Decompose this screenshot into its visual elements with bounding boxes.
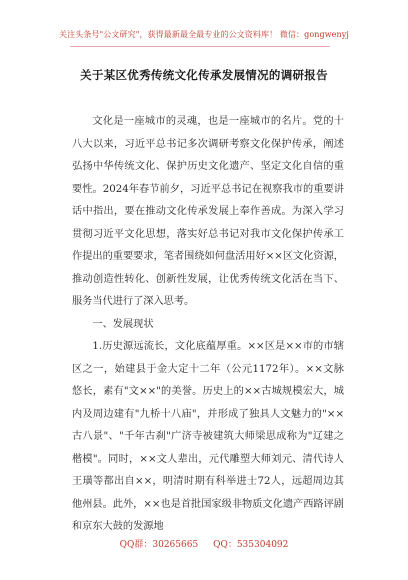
- header-divider: [70, 46, 330, 47]
- document-title: 关于某区优秀传统文化传承发展情况的调研报告: [80, 68, 328, 82]
- header-promo-note: 关注头条号"公文研究"，获得最新最全最专业的公文资料库！ 微信：gongwenyj: [59, 30, 349, 39]
- footer-contact: [0, 537, 408, 550]
- document-body: [72, 111, 344, 539]
- footer-qq-group: QQ群：30265665: [119, 540, 199, 550]
- footer-qq: QQ：535304092: [213, 540, 289, 550]
- section-heading: 一、发展现状: [92, 318, 154, 330]
- section-paragraph: 1.历史源远流长，文化底蕴厚重。××区是××市的市辖区之一，始建县于金大定十二年（公元1172年）。××文脉悠长，素有"文××"的美誉。历史上的××古城规模宏大，城内及周边建有"九桥十八庙"，并形成了独具人文魅力的"××古八景"、"千年古刹"广济寺被建筑大师梁思成称为"辽建之楷模"。同时，××文人辈出，元代雕塑大师刘元、清代诗人王璜等都出自××，明清时期有科举进士72人，远超周边其他州县。此外，××也是首批国家级非物质文化遗产西路评剧和京东大鼓的发源地: [72, 341, 344, 532]
- intro-paragraph: 文化是一座城市的灵魂，也是一座城市的名片。党的十八大以来，习近平总书记多次调研考察文化保护传承，阐述弘扬中华传统文化、保护历史文化遗产、坚定文化自信的重要性。2024年春节前夕，习近平总书记在视察我市的重要讲话中指出，要在推动文化传承发展上奉作善成。为深入学习贯彻习近平文化思想，落实好总书记对我市文化保护传承工作提出的重要要求，笔者围绕如何盘活用好××区文化资源，推动创造性转化、创新性发展，让优秀传统文化活在当下、服务当代进行了深入思考。: [72, 116, 344, 307]
